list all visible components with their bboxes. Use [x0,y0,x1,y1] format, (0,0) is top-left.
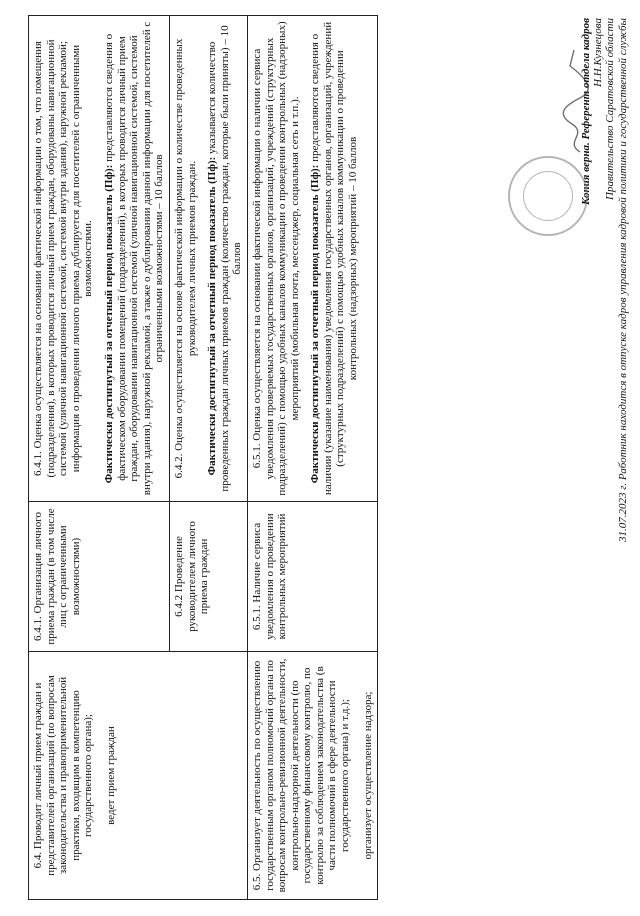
indicator-cell [169,502,247,652]
criteria-tail: указывается количество проведенных граждан личных приемов граждан (количество граждан, которые были приняты) – 10 баллов [206,25,244,492]
header-signatory: Н.Н.Кузнецова [592,18,604,87]
criteria-bold: Фактически достигнутый за отчетный период показатель (Пф): [309,164,322,484]
indicator-text: 6.4.1. Организация личного приема граждан (в том числе лиц с ограниченными возможностями) [32,508,82,645]
criteria-cell [247,16,377,502]
criteria-cell [169,16,247,502]
criteria-bold: Фактически достигнутый за отчетный период показатель (Пф): [206,156,219,476]
criteria-tail: представляются сведения о наличии (указание наименования) уведомления государственных органов, организаций, учреждений (структурных подразделений) с помощью удобных каналов коммуникации о проведении контрольных (надзорных) мероприятий – 10 баллов [309,21,360,496]
criteria-text: 6.4.1. Оценка осуществляется на основании фактической информации о том, что помещения (подразделения), в которых проводится личный прием граждан, оборудованы навигационной системой (уличной навигационной системой, системой внутри здания), наружной рекламой; информация о проведении личного приема дублируется для посетителей с ограниченными возможностями. [32,39,95,478]
header-organization: Правительство Саратовской области [604,18,616,200]
indicator-cell [29,502,170,652]
table-row [29,16,170,900]
document-table [28,15,378,900]
criteria-text: 6.5.1. Оценка осуществляется на основании фактической информации о наличии сервиса уведомления проверяемых государственных органов, организаций, учреждений (структурных подразделений) с помощью удобных каналов коммуникации о проведении контрольных (надзорных) мероприятий (мобильная почта, мессенджер, социальная сеть и т.п.). [250,21,301,496]
criteria-text: 6.4.2. Оценка осуществляется на основе фактической информации о количестве проведенных руководителем личных приемов граждан. [172,38,198,479]
indicator-text: 6.4.2 Проведение руководителем личного приема граждан [172,521,211,632]
indicator-text: 6.5.1. Наличие сервиса уведомления о проведении контрольных мероприятий [250,513,289,640]
seal-inner-ring [523,171,573,221]
criteria-tail: представляются сведения о фактическом оборудовании помещений (подразделений), в которых проводится личный прием граждан, оборудовании навигационной системой (уличной навигационной системой, системой внутри здания), наружной рекламой, а также о дублировании данной информации для посетителей с ограниченными возможностями – 10 баллов [102,21,166,496]
table-row [247,16,377,900]
function-subtext: ведет прием граждан [104,726,117,825]
header-note: 31.07.2023 г. Работник находится в отпуске кадров управления кадровой политики и государственной службы [617,18,629,542]
handwritten-signature [560,46,590,156]
criteria-bold: Фактически достигнутый за отчетный период показатель (Пф): [102,164,115,484]
function-text: 6.4. Проводит личный прием граждан и представителей организаций (по вопросам законодательства и правоприменительной практики, входящим в компетенцию государственного органа); [32,675,95,876]
function-cell [247,652,377,900]
official-seal-stamp [508,156,588,236]
function-text: 6.5. Организует деятельность по осуществлению государственным органом полномочий органа по вопросам контрольно-ревизионной деятельности, контрольно-надзорной деятельности (по государственному финансовому контролю, по контролю за соблюдением законодательства (в части полномочий в сфере деятельности государственного органа) и т.д.); [250,658,352,893]
function-cell [29,652,248,900]
header-certification: Копия верна. Референт отдела кадров [580,18,592,205]
indicator-cell [247,502,377,652]
criteria-cell [29,16,170,502]
function-subtext: организует осуществление надзора; [361,691,374,860]
